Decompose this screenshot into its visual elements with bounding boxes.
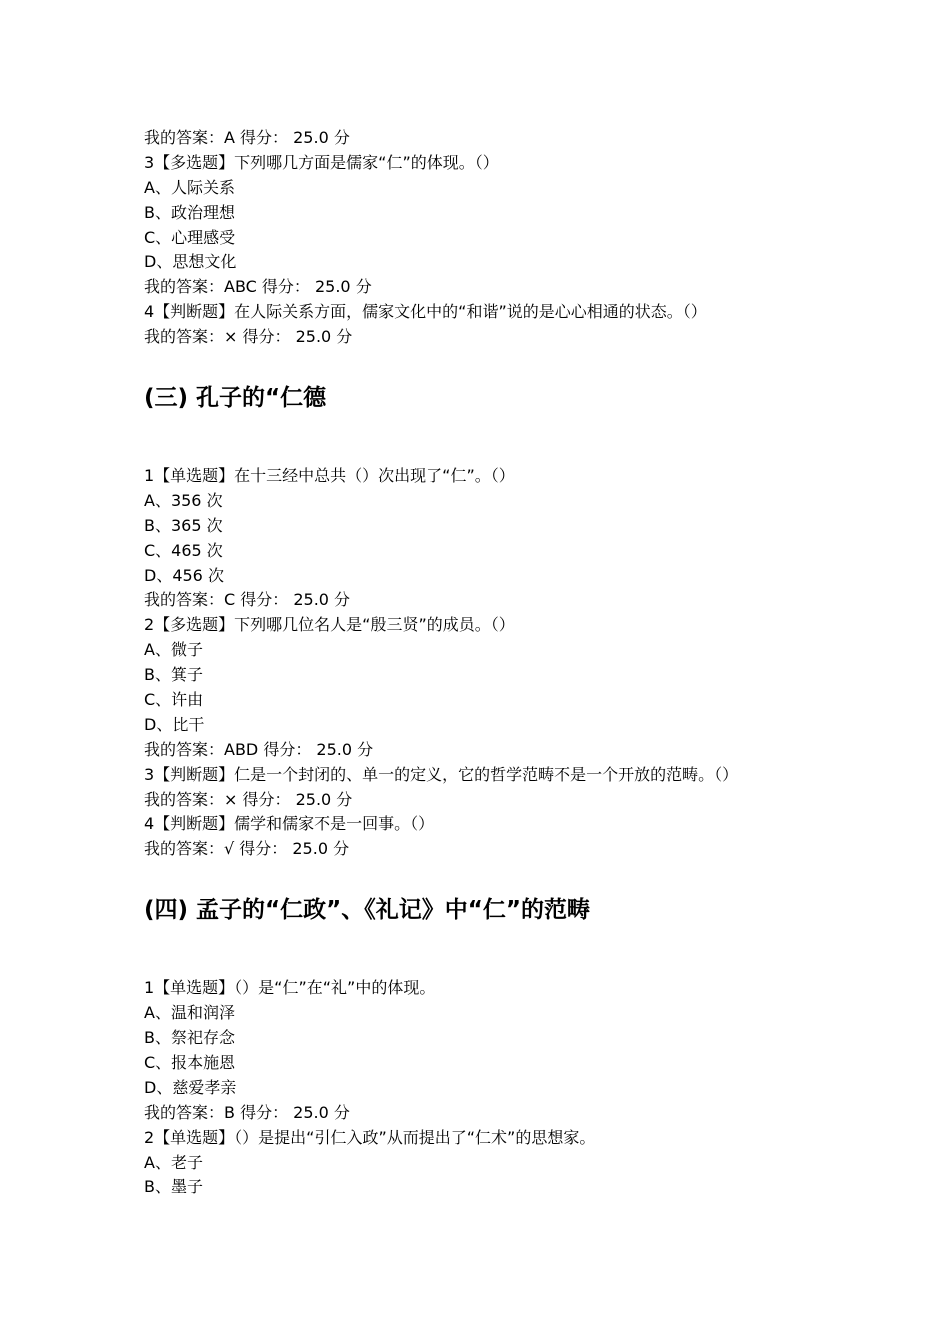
answer-line: 我的答案：√ 得分： 25.0 分 xyxy=(144,839,350,859)
question-line: 3【多选题】下列哪几方面是儒家“仁”的体现。（） xyxy=(144,152,499,172)
question-line: 3【判断题】仁是一个封闭的、单一的定义，它的哲学范畴不是一个开放的范畴。（） xyxy=(144,764,739,784)
option-line: D、456 次 xyxy=(144,565,224,585)
option-line: A、人际关系 xyxy=(144,177,235,197)
option-line: C、465 次 xyxy=(144,540,223,560)
option-line: C、许由 xyxy=(144,690,204,710)
section-heading: (三) 孔子的“仁德 xyxy=(144,385,327,412)
question-line: 2【多选题】下列哪几位名人是“殷三贤”的成员。（） xyxy=(144,615,515,635)
question-line: 4【判断题】儒学和儒家不是一回事。（） xyxy=(144,814,435,834)
answer-line: 我的答案：ABD 得分： 25.0 分 xyxy=(144,739,374,759)
option-line: D、慈爱孝亲 xyxy=(144,1077,237,1097)
question-line: 1【单选题】在十三经中总共（）次出现了“仁”。（） xyxy=(144,466,515,486)
option-line: D、思想文化 xyxy=(144,252,237,272)
option-line: A、356 次 xyxy=(144,490,223,510)
question-line: 1【单选题】（）是“仁”在“礼”中的体现。 xyxy=(144,978,436,998)
option-line: B、箕子 xyxy=(144,665,203,685)
option-line: A、老子 xyxy=(144,1152,203,1172)
option-line: B、政治理想 xyxy=(144,202,235,222)
option-line: A、微子 xyxy=(144,640,203,660)
answer-line: 我的答案：ABC 得分： 25.0 分 xyxy=(144,277,372,297)
section-3-questions xyxy=(144,464,844,862)
option-line: B、祭祀存念 xyxy=(144,1028,235,1048)
answer-line: 我的答案：A 得分： 25.0 分 xyxy=(144,128,350,147)
option-line: D、比干 xyxy=(144,714,205,734)
answer-line: 我的答案：B 得分： 25.0 分 xyxy=(144,1102,350,1122)
question-line: 2【单选题】（）是提出“引仁入政”从而提出了“仁术”的思想家。 xyxy=(144,1127,596,1147)
section-4-questions xyxy=(144,976,844,1200)
question-line: 4【判断题】在人际关系方面，儒家文化中的“和谐”说的是心心相通的状态。（） xyxy=(144,302,707,322)
option-line: C、报本施恩 xyxy=(144,1052,236,1072)
top-block xyxy=(144,126,844,350)
answer-line: 我的答案：× 得分： 25.0 分 xyxy=(144,789,353,809)
option-line: B、墨子 xyxy=(144,1177,203,1197)
document-content xyxy=(144,126,844,1200)
answer-line: 我的答案：× 得分： 25.0 分 xyxy=(144,327,353,347)
section-heading: (四) 孟子的“仁政”、《礼记》中“仁”的范畴 xyxy=(144,897,590,924)
option-line: B、365 次 xyxy=(144,515,223,535)
option-line: A、温和润泽 xyxy=(144,1003,235,1023)
option-line: C、心理感受 xyxy=(144,227,236,247)
answer-line: 我的答案：C 得分： 25.0 分 xyxy=(144,590,351,610)
